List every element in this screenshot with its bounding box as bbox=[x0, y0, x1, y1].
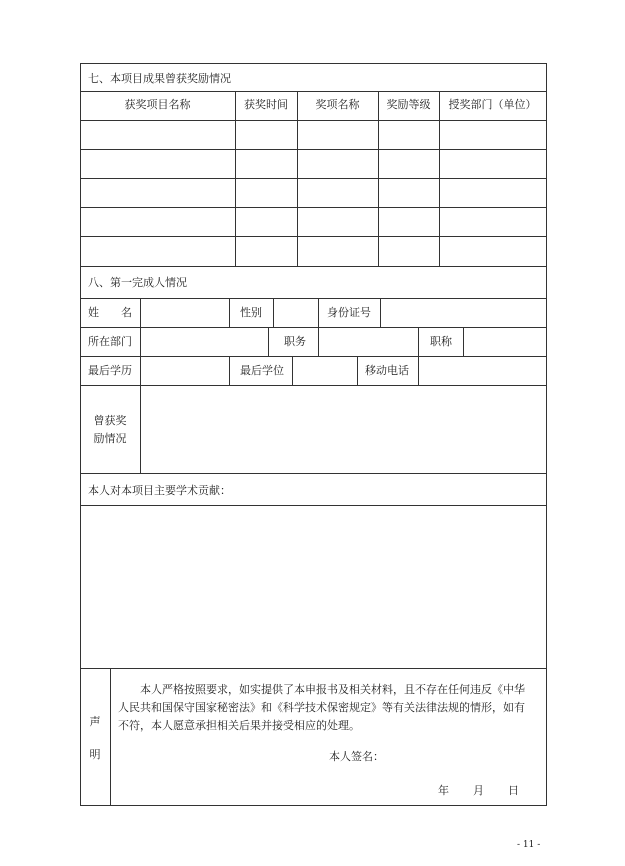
award-row-1[interactable] bbox=[81, 121, 546, 149]
position-field[interactable] bbox=[319, 328, 418, 355]
education-field[interactable] bbox=[141, 357, 229, 384]
gender-field[interactable] bbox=[274, 299, 318, 326]
declaration-label-line2: 明 bbox=[89, 748, 101, 761]
declaration-line-1: 本人严格按照要求，如实提供了本申报书及相关材料，且不存在任何违反《中华 bbox=[140, 683, 525, 696]
award-row-4[interactable] bbox=[81, 208, 546, 236]
page-number: - 11 - bbox=[517, 840, 541, 850]
mobile-label: 移动电话 bbox=[365, 364, 409, 377]
section7-title: 七、本项目成果曾获奖励情况 bbox=[88, 72, 231, 85]
id-field[interactable] bbox=[381, 299, 546, 326]
declaration-line-2: 人民共和国保守国家秘密法》和《科学技术保密规定》等有关法律法规的情形，如有 bbox=[118, 701, 525, 714]
declaration-label-line1: 声 bbox=[89, 715, 101, 728]
contribution-title: 本人对本项目主要学术贡献： bbox=[88, 484, 231, 497]
degree-field[interactable] bbox=[293, 357, 357, 384]
education-label: 最后学历 bbox=[88, 364, 132, 377]
header-award-dept: 授奖部门（单位） bbox=[448, 98, 537, 111]
dept-field[interactable] bbox=[141, 328, 268, 355]
date-year: 年 bbox=[438, 784, 449, 797]
title-label: 职称 bbox=[430, 335, 452, 348]
signature-field[interactable] bbox=[385, 746, 525, 766]
frame-top bbox=[80, 63, 546, 64]
header-award-project: 获奖项目名称 bbox=[124, 98, 191, 111]
gender-label: 性别 bbox=[240, 306, 262, 319]
section8-title: 八、第一完成人情况 bbox=[88, 276, 187, 289]
dept-label: 所在部门 bbox=[88, 335, 132, 348]
name-label: 姓 名 bbox=[88, 306, 132, 319]
degree-label: 最后学位 bbox=[240, 364, 284, 377]
frame-right bbox=[546, 63, 547, 805]
name-field[interactable] bbox=[141, 299, 229, 326]
mobile-field[interactable] bbox=[419, 357, 546, 384]
declaration-line-3: 不符，本人愿意承担相关后果并接受相应的处理。 bbox=[118, 719, 360, 732]
header-award-time: 获奖时间 bbox=[244, 98, 288, 111]
contribution-field[interactable] bbox=[81, 506, 546, 668]
header-award-name: 奖项名称 bbox=[315, 98, 360, 111]
position-label: 职务 bbox=[284, 335, 306, 348]
award-row-2[interactable] bbox=[81, 150, 546, 178]
frame-bottom bbox=[80, 805, 547, 806]
award-row-5[interactable] bbox=[81, 237, 546, 266]
title-field[interactable] bbox=[464, 328, 546, 355]
date-day: 日 bbox=[508, 784, 519, 797]
past-awards-label-line1: 曾获奖 bbox=[93, 414, 127, 427]
past-awards-label-line2: 励情况 bbox=[93, 432, 127, 445]
header-award-level: 奖励等级 bbox=[386, 98, 431, 111]
signature-label: 本人签名： bbox=[329, 750, 384, 763]
date-month: 月 bbox=[473, 784, 484, 797]
award-row-3[interactable] bbox=[81, 179, 546, 207]
past-awards-field[interactable] bbox=[141, 386, 546, 472]
id-label: 身份证号 bbox=[327, 306, 371, 319]
